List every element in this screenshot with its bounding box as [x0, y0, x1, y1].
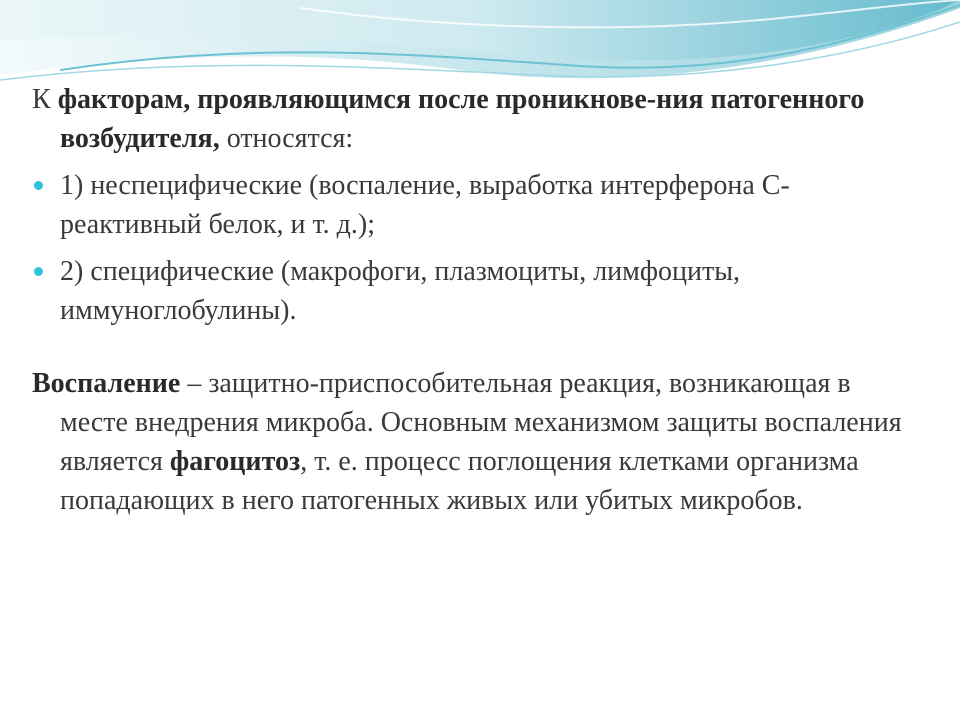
slide-body [32, 80, 912, 520]
intro-lead: К [32, 84, 58, 115]
bullet-icon [34, 267, 43, 276]
bullet-text: 2) специфические (макрофоги, плазмоциты, лимфоциты, иммуноглобулины). [60, 256, 741, 326]
intro-bold: факторам, проявляющимся после проникнове-ния патогенного возбудителя, [57, 84, 865, 154]
intro-tail: относятся: [219, 123, 354, 154]
list-item [32, 252, 912, 330]
definition-bold: фагоцитоз [169, 446, 301, 477]
bullet-text: 1) неспецифические (воспаление, выработка интерферона С-реактивный белок, и т. д.); [60, 170, 790, 240]
bullet-icon [34, 181, 43, 190]
definition-part2: , т. е. процесс поглощения клетками организма попадающих в него патогенных живых или убитых микробов. [60, 446, 859, 516]
definition-term: Воспаление [32, 368, 181, 399]
list-item [32, 166, 912, 244]
intro-paragraph [32, 80, 912, 158]
definition-part1: – защитно-приспособительная реакция, возникающая в месте внедрения микроба. Основным механизмом защиты воспаления является [60, 368, 902, 477]
definition-paragraph [32, 364, 912, 520]
